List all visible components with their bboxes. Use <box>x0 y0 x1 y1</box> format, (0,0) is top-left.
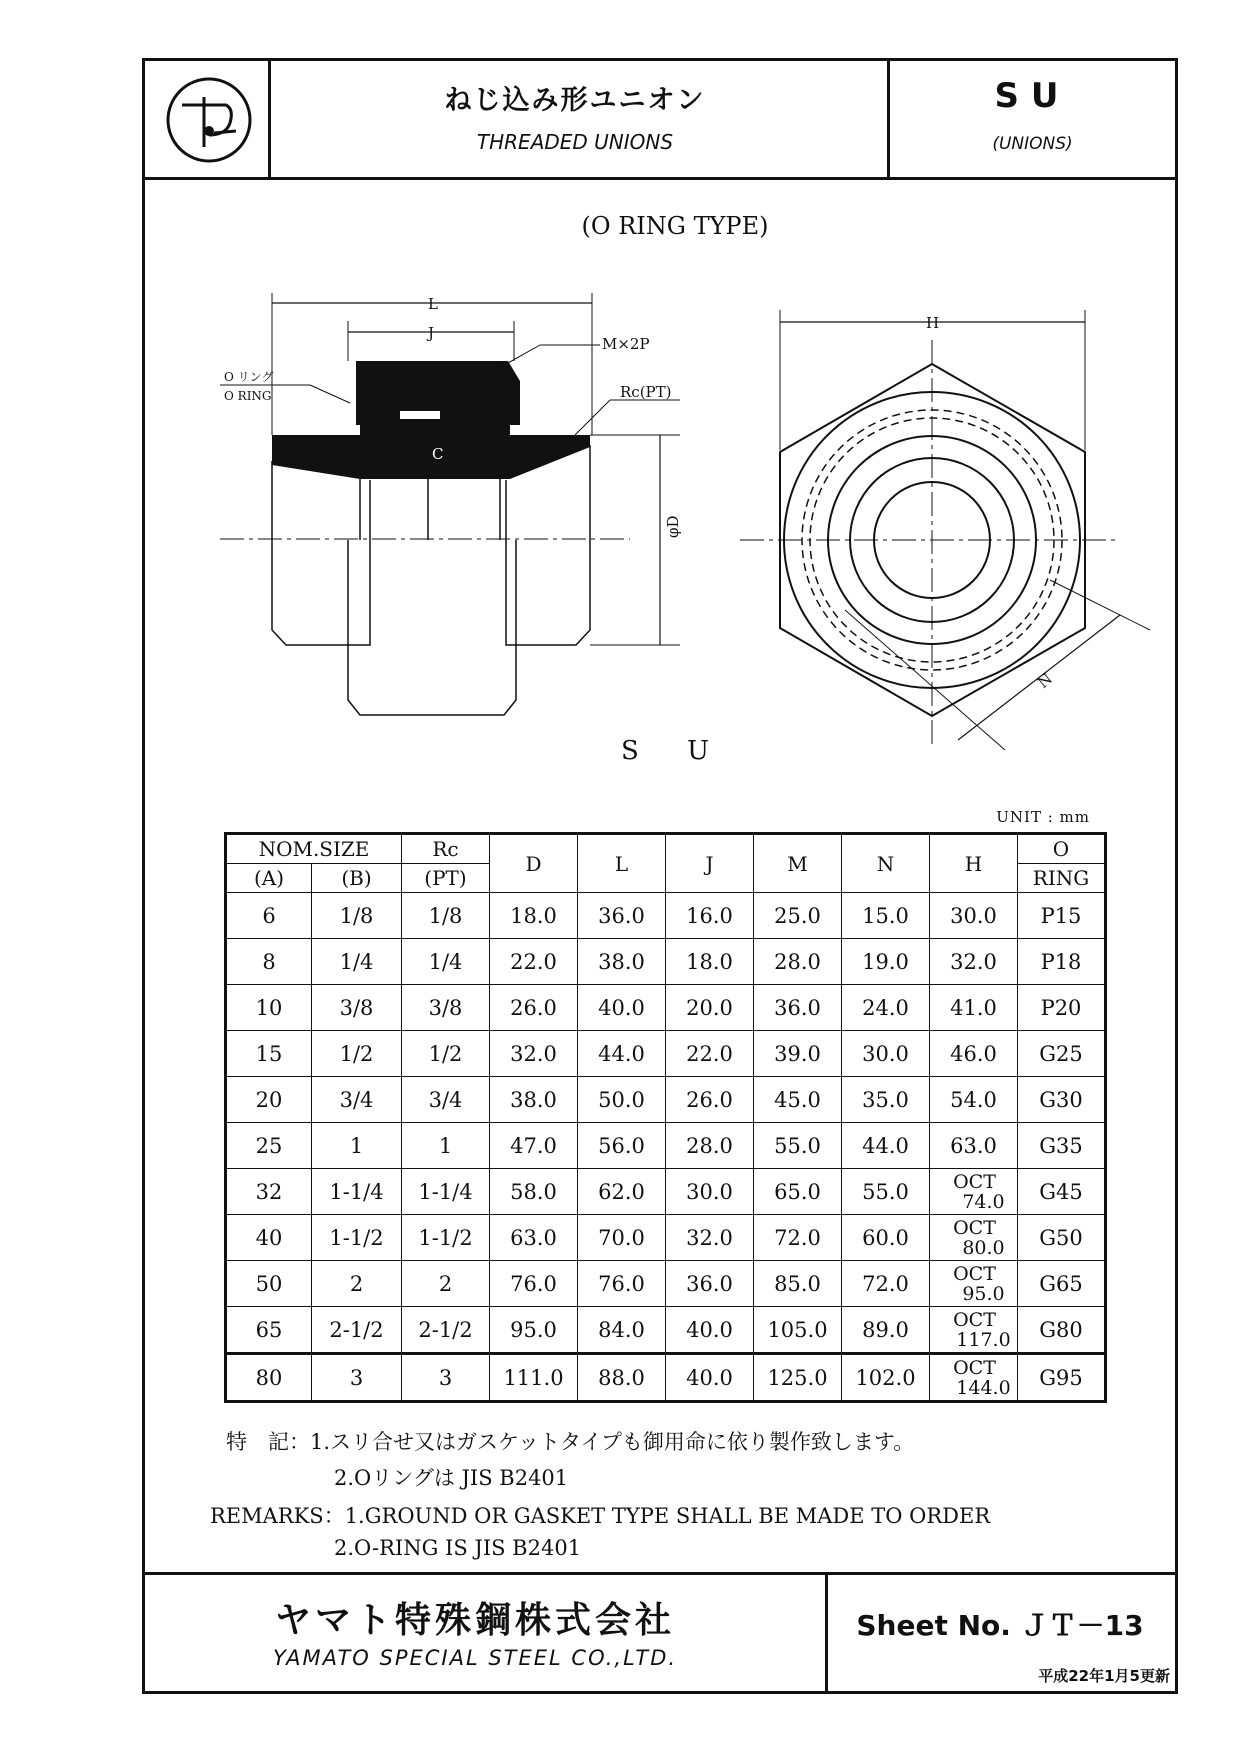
header-l: L <box>578 834 666 893</box>
cell-d: 95.0 <box>490 1307 578 1354</box>
cell-rc: 3/4 <box>402 1077 490 1123</box>
table-row <box>226 1077 1106 1123</box>
remarks-jp-line1: 特 記：1.スリ合せ又はガスケットタイプも御用命に依り製作致します。 <box>226 1430 915 1454</box>
cell-o: P15 <box>1018 893 1106 939</box>
cell-j: 18.0 <box>666 939 754 985</box>
cell-d: 47.0 <box>490 1123 578 1169</box>
cell-m: 36.0 <box>754 985 842 1031</box>
cell-h-value: 95.0 <box>962 1282 1005 1305</box>
cell-h-oct-label: OCT <box>953 1170 996 1193</box>
header-divider <box>142 177 1178 180</box>
cell-d: 63.0 <box>490 1215 578 1261</box>
cell-b: 1/4 <box>312 939 402 985</box>
cell-a: 40 <box>226 1215 312 1261</box>
cell-n: 35.0 <box>842 1077 930 1123</box>
cell-n: 89.0 <box>842 1307 930 1354</box>
cell-d: 32.0 <box>490 1031 578 1077</box>
cell-o: G25 <box>1018 1031 1106 1077</box>
cell-m: 105.0 <box>754 1307 842 1354</box>
dim-label-phi-d: φD <box>664 515 682 538</box>
cell-a: 25 <box>226 1123 312 1169</box>
cell-l: 88.0 <box>578 1354 666 1402</box>
dim-label-j: J <box>428 324 435 342</box>
cell-h <box>930 1169 1018 1215</box>
sheet-divider <box>825 1572 828 1694</box>
cell-m: 85.0 <box>754 1261 842 1307</box>
cell-d: 18.0 <box>490 893 578 939</box>
cell-a: 8 <box>226 939 312 985</box>
cell-h: 41.0 <box>930 985 1018 1031</box>
cell-rc: 2-1/2 <box>402 1307 490 1354</box>
table-row <box>226 1215 1106 1261</box>
cell-l: 62.0 <box>578 1169 666 1215</box>
cell-rc: 3 <box>402 1354 490 1402</box>
union-side-view-drawing <box>210 285 700 745</box>
table-row <box>226 1123 1106 1169</box>
cell-l: 38.0 <box>578 939 666 985</box>
cell-h: 54.0 <box>930 1077 1018 1123</box>
cell-rc: 1 <box>402 1123 490 1169</box>
cell-h: 46.0 <box>930 1031 1018 1077</box>
dim-label-l: L <box>428 295 438 313</box>
cell-j: 16.0 <box>666 893 754 939</box>
table-row <box>226 1031 1106 1077</box>
cell-h-oct-label: OCT <box>953 1262 996 1285</box>
cell-h-oct-label: OCT <box>953 1308 996 1331</box>
cell-h-value: 80.0 <box>962 1236 1005 1259</box>
cell-o: G45 <box>1018 1169 1106 1215</box>
cell-l: 50.0 <box>578 1077 666 1123</box>
cell-b: 3 <box>312 1354 402 1402</box>
dim-label-rc: Rc(PT) <box>620 383 672 401</box>
cell-m: 55.0 <box>754 1123 842 1169</box>
header-nom-size: NOM.SIZE <box>226 834 402 864</box>
cell-m: 45.0 <box>754 1077 842 1123</box>
cell-h-value: 74.0 <box>962 1190 1005 1213</box>
title-english: THREADED UNIONS <box>476 130 674 154</box>
cell-rc: 3/8 <box>402 985 490 1031</box>
cell-a: 15 <box>226 1031 312 1077</box>
cell-a: 6 <box>226 893 312 939</box>
cell-n: 60.0 <box>842 1215 930 1261</box>
cell-a: 80 <box>226 1354 312 1402</box>
cell-l: 36.0 <box>578 893 666 939</box>
cell-h-value: 117.0 <box>956 1328 1011 1351</box>
cell-m: 65.0 <box>754 1169 842 1215</box>
cell-n: 24.0 <box>842 985 930 1031</box>
header-n: N <box>842 834 930 893</box>
cell-a: 50 <box>226 1261 312 1307</box>
cell-h-oct-label: OCT <box>953 1216 996 1239</box>
cell-a: 10 <box>226 985 312 1031</box>
cell-j: 40.0 <box>666 1307 754 1354</box>
header-pt: (PT) <box>402 864 490 893</box>
cell-b: 3/8 <box>312 985 402 1031</box>
cell-n: 72.0 <box>842 1261 930 1307</box>
header-ring: RING <box>1018 864 1106 893</box>
cell-m: 25.0 <box>754 893 842 939</box>
dim-label-c: C <box>432 445 444 463</box>
cell-b: 1 <box>312 1123 402 1169</box>
cell-h <box>930 1307 1018 1354</box>
cell-d: 58.0 <box>490 1169 578 1215</box>
cell-j: 40.0 <box>666 1354 754 1402</box>
table-row <box>226 1354 1106 1402</box>
cell-b: 1/8 <box>312 893 402 939</box>
header-m: M <box>754 834 842 893</box>
drawing-caption: S U <box>621 736 729 766</box>
cell-m: 125.0 <box>754 1354 842 1402</box>
cell-b: 2-1/2 <box>312 1307 402 1354</box>
cell-l: 76.0 <box>578 1261 666 1307</box>
cell-m: 39.0 <box>754 1031 842 1077</box>
cell-n: 55.0 <box>842 1169 930 1215</box>
remarks-en-line2: 2.O-RING IS JIS B2401 <box>334 1536 582 1560</box>
union-end-view-drawing <box>740 300 1160 760</box>
cell-d: 111.0 <box>490 1354 578 1402</box>
header-d: D <box>490 834 578 893</box>
logo-divider <box>268 58 271 179</box>
product-code-sub: (UNIONS) <box>992 134 1073 154</box>
cell-l: 84.0 <box>578 1307 666 1354</box>
cell-j: 32.0 <box>666 1215 754 1261</box>
dim-label-n: N <box>1034 669 1056 692</box>
table-row <box>226 1169 1106 1215</box>
footer-divider <box>142 1572 1178 1575</box>
dim-label-oring-jp: O リング <box>224 370 274 384</box>
cell-j: 28.0 <box>666 1123 754 1169</box>
cell-m: 72.0 <box>754 1215 842 1261</box>
cell-j: 22.0 <box>666 1031 754 1077</box>
cell-l: 56.0 <box>578 1123 666 1169</box>
header-j: J <box>666 834 754 893</box>
header-rc: Rc <box>402 834 490 864</box>
header-o: O <box>1018 834 1106 864</box>
remarks-jp-line2: 2.Oリングは JIS B2401 <box>334 1466 569 1490</box>
cell-d: 22.0 <box>490 939 578 985</box>
cell-b: 1-1/2 <box>312 1215 402 1261</box>
company-logo <box>164 75 254 165</box>
cell-o: G30 <box>1018 1077 1106 1123</box>
cell-j: 36.0 <box>666 1261 754 1307</box>
cell-m: 28.0 <box>754 939 842 985</box>
remarks-en-line1: REMARKS：1.GROUND OR GASKET TYPE SHALL BE MADE TO ORDER <box>210 1504 991 1528</box>
cell-n: 15.0 <box>842 893 930 939</box>
dim-label-h: H <box>926 314 940 332</box>
cell-d: 76.0 <box>490 1261 578 1307</box>
cell-a: 32 <box>226 1169 312 1215</box>
table-row <box>226 1261 1106 1307</box>
cell-rc: 1/4 <box>402 939 490 985</box>
cell-h <box>930 1215 1018 1261</box>
cell-o: G80 <box>1018 1307 1106 1354</box>
cell-a: 20 <box>226 1077 312 1123</box>
cell-h <box>930 1354 1018 1402</box>
cell-n: 30.0 <box>842 1031 930 1077</box>
cell-b: 1-1/4 <box>312 1169 402 1215</box>
cell-o: P18 <box>1018 939 1106 985</box>
cell-rc: 1/2 <box>402 1031 490 1077</box>
title-japanese: ねじ込み形ユニオン <box>444 85 706 116</box>
cell-rc: 1-1/2 <box>402 1215 490 1261</box>
cell-h: 63.0 <box>930 1123 1018 1169</box>
table-row <box>226 939 1106 985</box>
cell-b: 3/4 <box>312 1077 402 1123</box>
cell-rc: 1/8 <box>402 893 490 939</box>
table-row <box>226 1307 1106 1354</box>
dimension-table <box>224 832 1107 1403</box>
company-name-japanese: ヤマト特殊鋼株式会社 <box>274 1600 675 1641</box>
cell-d: 38.0 <box>490 1077 578 1123</box>
cell-h: 32.0 <box>930 939 1018 985</box>
cell-l: 44.0 <box>578 1031 666 1077</box>
cell-o: G95 <box>1018 1354 1106 1402</box>
cell-b: 2 <box>312 1261 402 1307</box>
cell-o: G35 <box>1018 1123 1106 1169</box>
cell-h: 30.0 <box>930 893 1018 939</box>
cell-o: G65 <box>1018 1261 1106 1307</box>
dim-label-oring-en: O RING <box>224 389 272 403</box>
cell-b: 1/2 <box>312 1031 402 1077</box>
cell-n: 102.0 <box>842 1354 930 1402</box>
cell-n: 44.0 <box>842 1123 930 1169</box>
unit-label: UNIT : mm <box>996 808 1090 826</box>
revision-date: 平成22年1月5更新 <box>1038 1667 1170 1685</box>
cell-h-value: 144.0 <box>956 1376 1011 1399</box>
cell-j: 26.0 <box>666 1077 754 1123</box>
cell-l: 40.0 <box>578 985 666 1031</box>
header-a: (A) <box>226 864 312 893</box>
cell-l: 70.0 <box>578 1215 666 1261</box>
cell-o: G50 <box>1018 1215 1106 1261</box>
header-h: H <box>930 834 1018 893</box>
cell-j: 20.0 <box>666 985 754 1031</box>
company-name-english: YAMATO SPECIAL STEEL CO.,LTD. <box>272 1646 678 1670</box>
table-row <box>226 985 1106 1031</box>
drawing-subtitle: (O RING TYPE) <box>581 212 769 240</box>
header-b: (B) <box>312 864 402 893</box>
cell-rc: 2 <box>402 1261 490 1307</box>
cell-n: 19.0 <box>842 939 930 985</box>
table-row <box>226 893 1106 939</box>
dim-label-m: M×2P <box>602 335 650 353</box>
cell-rc: 1-1/4 <box>402 1169 490 1215</box>
product-code: SU <box>994 76 1071 116</box>
cell-o: P20 <box>1018 985 1106 1031</box>
cell-a: 65 <box>226 1307 312 1354</box>
cell-j: 30.0 <box>666 1169 754 1215</box>
sheet-number: Sheet No. ＪＴ－13 <box>856 1609 1144 1642</box>
cell-d: 26.0 <box>490 985 578 1031</box>
cell-h <box>930 1261 1018 1307</box>
cell-h-oct-label: OCT <box>953 1356 996 1379</box>
